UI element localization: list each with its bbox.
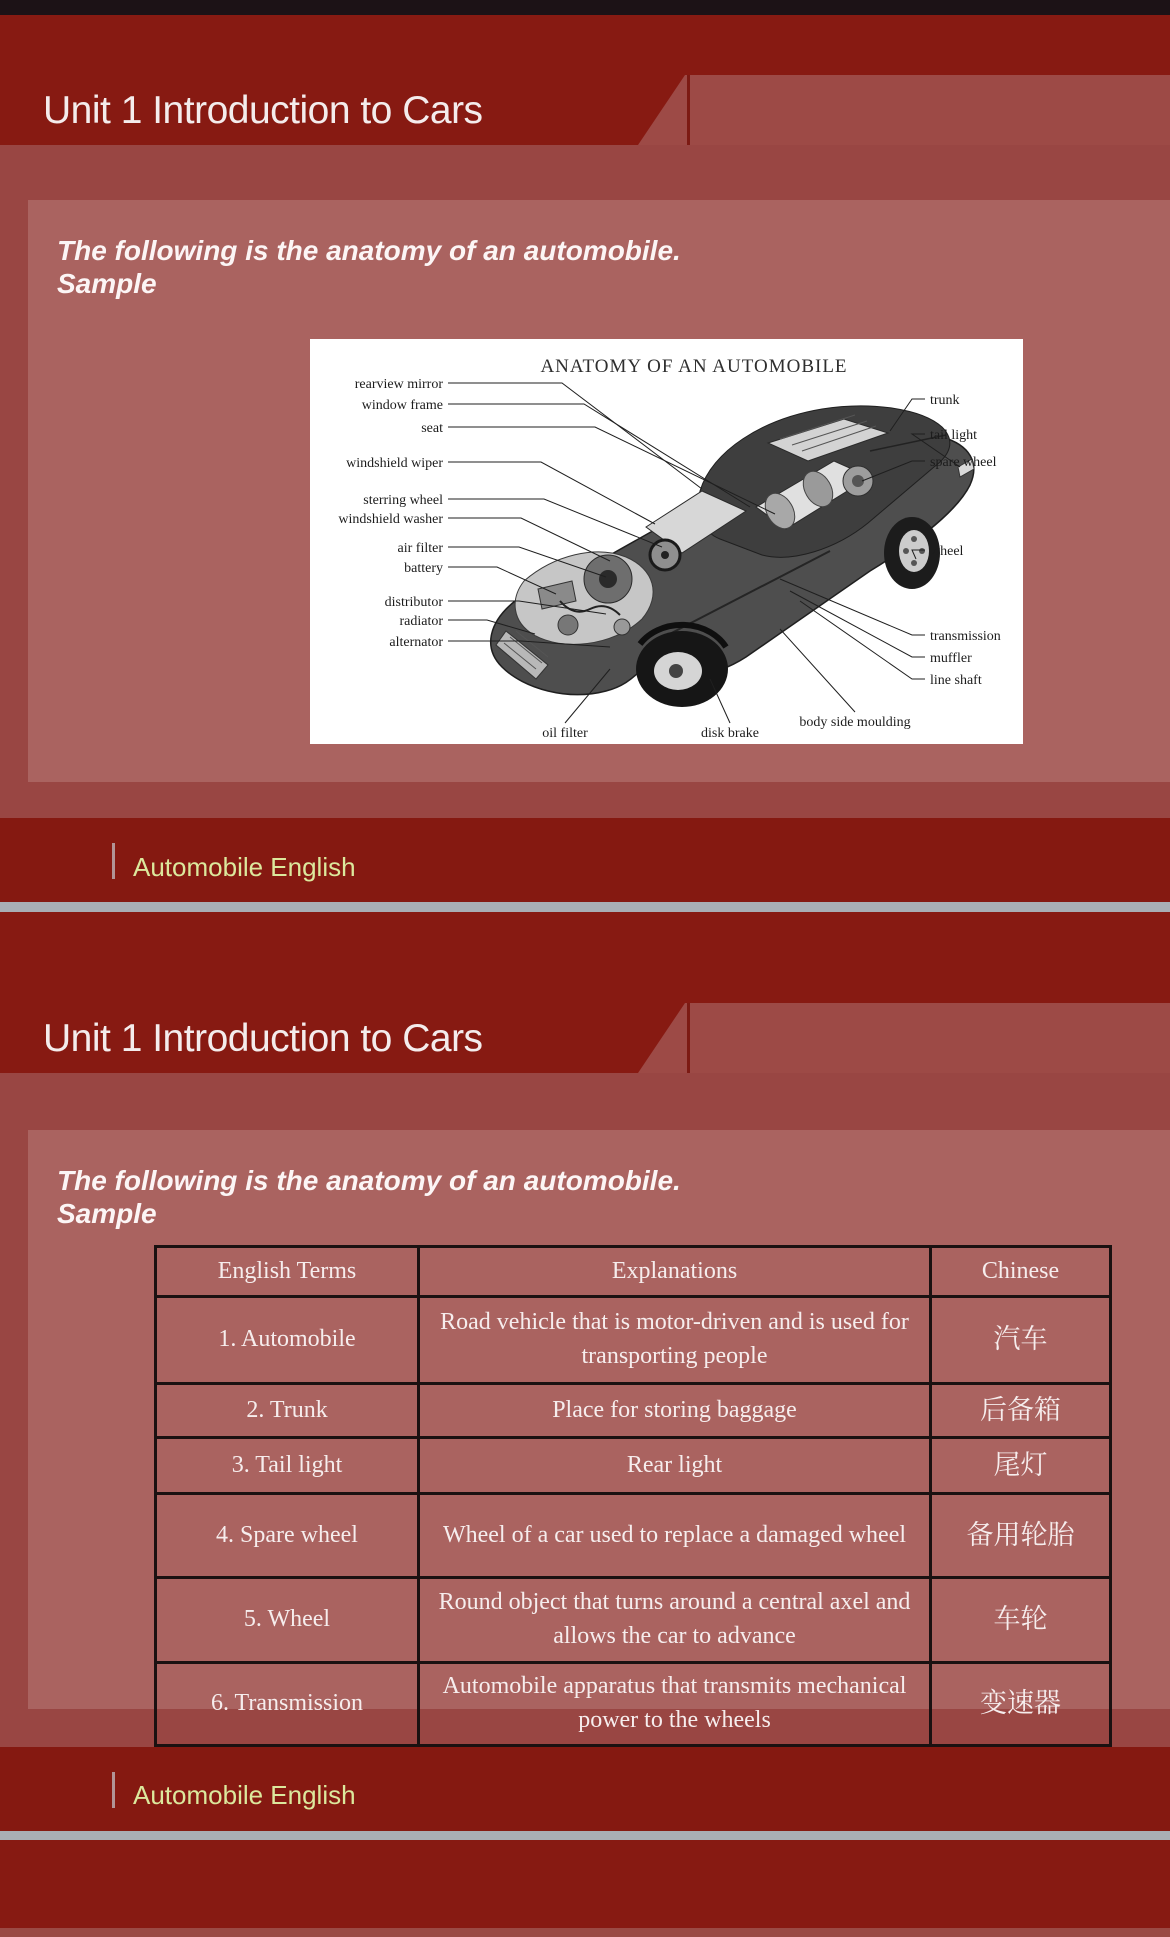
diagram-part-label: battery [404,561,443,576]
diagram-part-label: windshield washer [338,512,443,527]
diagram-part-label: air filter [397,541,443,556]
diagram-title: ANATOMY OF AN AUTOMOBILE [540,356,848,377]
diagram-part-label: windshield wiper [346,456,443,471]
table-cell-chinese: 汽车 [931,1297,1111,1384]
anatomy-diagram-svg [310,339,1023,744]
diagram-part-label: line shaft [930,673,982,688]
table-cell-explanation: Place for storing baggage [419,1384,931,1438]
table-row [156,1663,1111,1746]
slide1-title: Unit 1 Introduction to Cars [43,89,483,132]
diagram-leader-line [780,629,855,712]
table-cell-explanation: Wheel of a car used to replace a damaged wheel [419,1494,931,1578]
table-cell-term: 2. Trunk [156,1384,419,1438]
diagram-part-label: sterring wheel [363,493,443,508]
slide1-body-text [57,234,1057,300]
diagram-part-label: disk brake [701,726,759,741]
diagram-part-label: trunk [930,393,960,408]
diagram-part-label: seat [421,421,443,436]
table-row [156,1438,1111,1494]
table-cell-explanation: Rear light [419,1438,931,1494]
table-cell-chinese: 变速器 [931,1663,1111,1746]
slide2-body-line1: The following is the anatomy of an automobile. [57,1165,681,1196]
diagram-part-label: transmission [930,629,1001,644]
table-cell-explanation: Road vehicle that is motor-driven and is used for transporting people [419,1297,931,1384]
diagram-leader-line [448,383,702,489]
table-header-explanations: Explanations [419,1247,931,1297]
car-illustration [491,406,974,707]
table-cell-term: 5. Wheel [156,1578,419,1663]
diagram-part-label: spare wheel [930,455,997,470]
slide2-body-text [57,1164,1057,1230]
diagram-part-label: rearview mirror [354,377,443,392]
table-header-chinese: Chinese [931,1247,1111,1297]
table-cell-chinese: 备用轮胎 [931,1494,1111,1578]
diagram-part-label: radiator [399,614,443,629]
table-cell-chinese: 尾灯 [931,1438,1111,1494]
table-row [156,1494,1111,1578]
anatomy-diagram [310,339,1023,744]
slide1-body-line1: The following is the anatomy of an automobile. [57,235,681,266]
table-cell-term: 6. Transmission [156,1663,419,1746]
table-cell-explanation: Round object that turns around a central axel and allows the car to advance [419,1578,931,1663]
diagram-leader-line [448,462,655,524]
slide1-footer-tick [112,843,115,879]
slide1-footer-label: Automobile English [133,852,356,882]
slide2-title: Unit 1 Introduction to Cars [43,1017,483,1060]
slide-divider-bar-2 [0,1831,1170,1840]
diagram-part-label: muffler [930,651,972,666]
diagram-part-label: oil filter [542,726,588,741]
slide-divider-bar-1 [0,902,1170,912]
next-slide-top-band [0,1840,1170,1928]
vocab-table-body [156,1297,1111,1746]
vocabulary-table [154,1245,1112,1747]
diagram-part-label: distributor [384,595,443,610]
diagram-part-label: tail light [930,428,978,443]
diagram-part-label: window frame [361,398,443,413]
table-cell-term: 4. Spare wheel [156,1494,419,1578]
slide1-body-line2: Sample [57,268,157,299]
slide2-body-line2: Sample [57,1198,157,1229]
table-row [156,1384,1111,1438]
diagram-part-label: body side moulding [799,715,911,730]
table-cell-chinese: 车轮 [931,1578,1111,1663]
bottom-edge-strip [0,1928,1170,1937]
diagram-part-label: wheel [930,544,964,559]
slide2-footer-label: Automobile English [133,1780,356,1810]
table-cell-term: 1. Automobile [156,1297,419,1384]
diagram-part-label: alternator [389,635,443,650]
table-cell-chinese: 后备箱 [931,1384,1111,1438]
table-row [156,1297,1111,1384]
table-header-english-terms: English Terms [156,1247,419,1297]
table-cell-term: 3. Tail light [156,1438,419,1494]
slide2-footer-tick [112,1772,115,1808]
table-cell-explanation: Automobile apparatus that transmits mechanical power to the wheels [419,1663,931,1746]
table-row [156,1578,1111,1663]
diagram-leader-line [448,499,662,547]
diagram-leader-line [800,601,925,679]
top-black-bar [0,0,1170,15]
table-header-row [156,1247,1111,1297]
